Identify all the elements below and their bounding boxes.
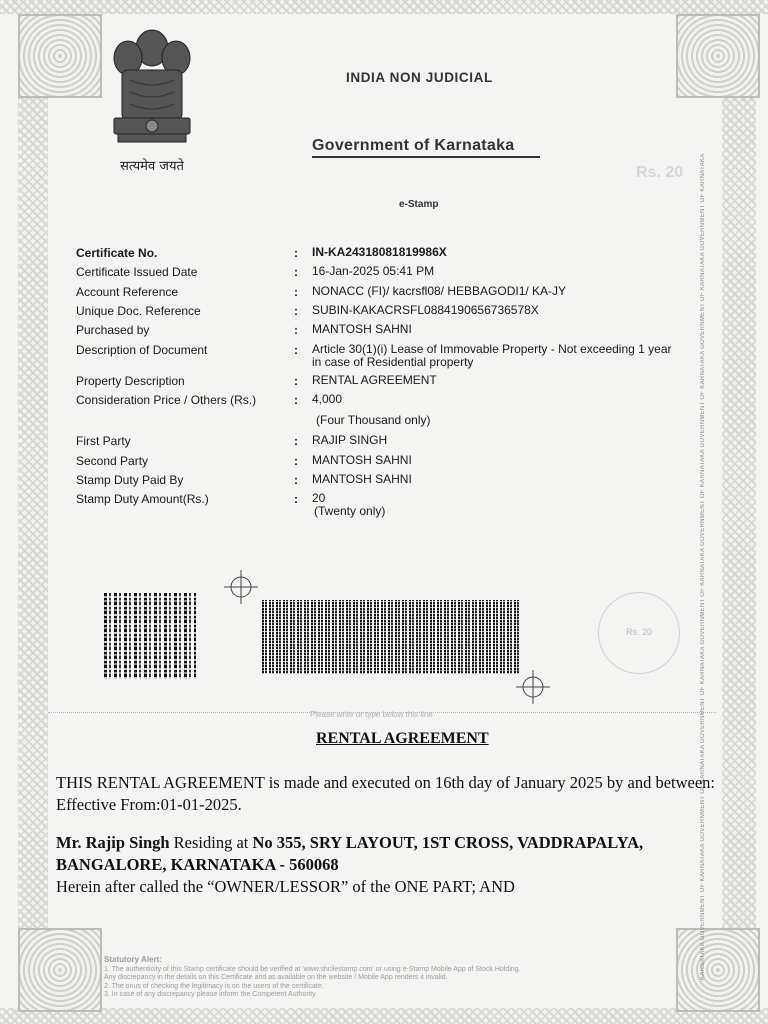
field-label: Certificate No. <box>76 246 158 260</box>
corner-ornament-bottom-right <box>676 928 760 1012</box>
guilloche-border-bottom <box>0 1008 768 1024</box>
field-colon: : <box>294 454 298 468</box>
header-underline <box>312 156 540 158</box>
statutory-line: 2. The onus of checking the legitimacy is on the users of the certificate. <box>104 982 324 990</box>
field-label: Consideration Price / Others (Rs.) <box>76 393 257 407</box>
agreement-title: RENTAL AGREEMENT <box>316 730 489 747</box>
guilloche-border-left <box>18 14 48 1004</box>
guilloche-border-right <box>722 14 756 1004</box>
security-microtext: KARNATAKA GOVERNMENT OF KARNATAKA GOVERNMENT OF KARNATAKA GOVERNMENT OF KARNATAKA GOVERNMENT OF KARNATAKA GOVERNMENT OF KARNATAKA GOVERNMENT OF KARNATAKA GOVERNMENT OF KARNATAKA GOVERNMENT OF KARNATAKA <box>700 153 706 980</box>
field-value <box>312 492 702 518</box>
field-colon: : <box>294 374 298 388</box>
field-value: NONACC (FI)/ kacrsfl08/ HEBBAGODI1/ KA-JY <box>312 284 567 298</box>
corner-ornament-bottom-left <box>18 928 102 1012</box>
registration-crosshair-icon <box>516 670 550 704</box>
denomination-watermark: Rs. 20 <box>636 164 684 181</box>
owner-role: Herein after called the “OWNER/LESSOR” of the ONE PART; AND <box>56 877 515 896</box>
statutory-line: 1. The authenticity of this Stamp certificate should be verified at 'www.shcilestamp.com' or using e-Stamp Mobile App of Stock Holding. <box>104 965 521 973</box>
field-label: Description of Document <box>76 343 208 357</box>
qr-code <box>104 593 196 679</box>
field-value-line: Article 30(1)(i) Lease of Immovable Property - Not exceeding 1 year <box>312 342 672 356</box>
header-india-non-judicial: INDIA NON JUDICIAL <box>346 70 493 85</box>
field-colon: : <box>294 434 298 448</box>
field-label: Account Reference <box>76 285 179 299</box>
header-government: Government of Karnataka <box>312 137 515 154</box>
field-value-line: 20 <box>312 491 326 505</box>
field-value-line: in case of Residential property <box>312 355 474 369</box>
statutory-alert <box>104 956 624 1000</box>
field-label: First Party <box>76 434 131 448</box>
emblem-motto: सत्यमेव जयते <box>120 159 184 174</box>
field-label: Stamp Duty Paid By <box>76 473 184 487</box>
header-e-stamp: e-Stamp <box>399 199 439 210</box>
field-colon: : <box>294 246 298 260</box>
2d-barcode <box>262 600 520 674</box>
corner-ornament-top-left <box>18 14 102 98</box>
ashoka-emblem-icon <box>104 20 200 170</box>
field-colon: : <box>294 285 298 299</box>
owner-paragraph <box>56 832 720 898</box>
field-value: SUBIN-KAKACRSFL0884190656736578X <box>312 303 539 317</box>
field-colon: : <box>294 473 298 487</box>
owner-address: No 355, SRY LAYOUT, 1ST CROSS, VADDRAPALYA, BANGALORE, KARNATAKA - 560068 <box>56 833 644 874</box>
field-value: MANTOSH SAHNI <box>312 453 412 467</box>
field-label: Purchased by <box>76 323 150 337</box>
statutory-line: 3. In case of any discrepancy please inform the Competent Authority. <box>104 991 318 998</box>
agreement-intro: THIS RENTAL AGREEMENT is made and executed on 16th day of January 2025 by and between: Effective From:01-01-2025. <box>56 773 715 814</box>
field-value: RENTAL AGREEMENT <box>312 373 437 387</box>
seal-text: Rs. 20 <box>625 627 652 637</box>
field-value-line: (Four Thousand only) <box>316 413 431 427</box>
field-label: Stamp Duty Amount(Rs.) <box>76 492 209 506</box>
field-label: Property Description <box>76 374 185 388</box>
field-colon: : <box>294 492 298 506</box>
corner-ornament-top-right <box>676 14 760 98</box>
field-colon: : <box>294 343 298 357</box>
field-value: 16-Jan-2025 05:41 PM <box>312 264 435 278</box>
statutory-title: Statutory Alert: <box>104 955 162 964</box>
field-value-line: 4,000 <box>312 392 343 406</box>
field-colon: : <box>294 323 298 337</box>
field-value-line: (Twenty only) <box>314 504 386 518</box>
field-value: MANTOSH SAHNI <box>312 472 412 486</box>
field-value <box>312 393 702 427</box>
guilloche-border-top <box>0 0 768 14</box>
field-label: Second Party <box>76 454 149 468</box>
owner-name: Mr. Rajip Singh <box>56 833 170 852</box>
field-colon: : <box>294 304 298 318</box>
faint-stamp-seal <box>598 592 680 674</box>
field-value: MANTOSH SAHNI <box>312 322 412 336</box>
field-label: Certificate Issued Date <box>76 265 198 279</box>
field-colon: : <box>294 393 298 407</box>
field-value: IN-KA24318081819986X <box>312 245 447 259</box>
field-colon: : <box>294 265 298 279</box>
field-label: Unique Doc. Reference <box>76 304 201 318</box>
residing-at-text: Residing at <box>169 833 253 852</box>
field-value <box>312 343 702 369</box>
cut-line-note: Please write or type below this line <box>310 710 433 719</box>
registration-crosshair-icon <box>224 570 258 604</box>
statutory-line: Any discrepancy in the details on this Certificate and as available on the website / Mobile App renders it invalid. <box>104 974 448 981</box>
field-value: RAJIP SINGH <box>312 433 388 447</box>
